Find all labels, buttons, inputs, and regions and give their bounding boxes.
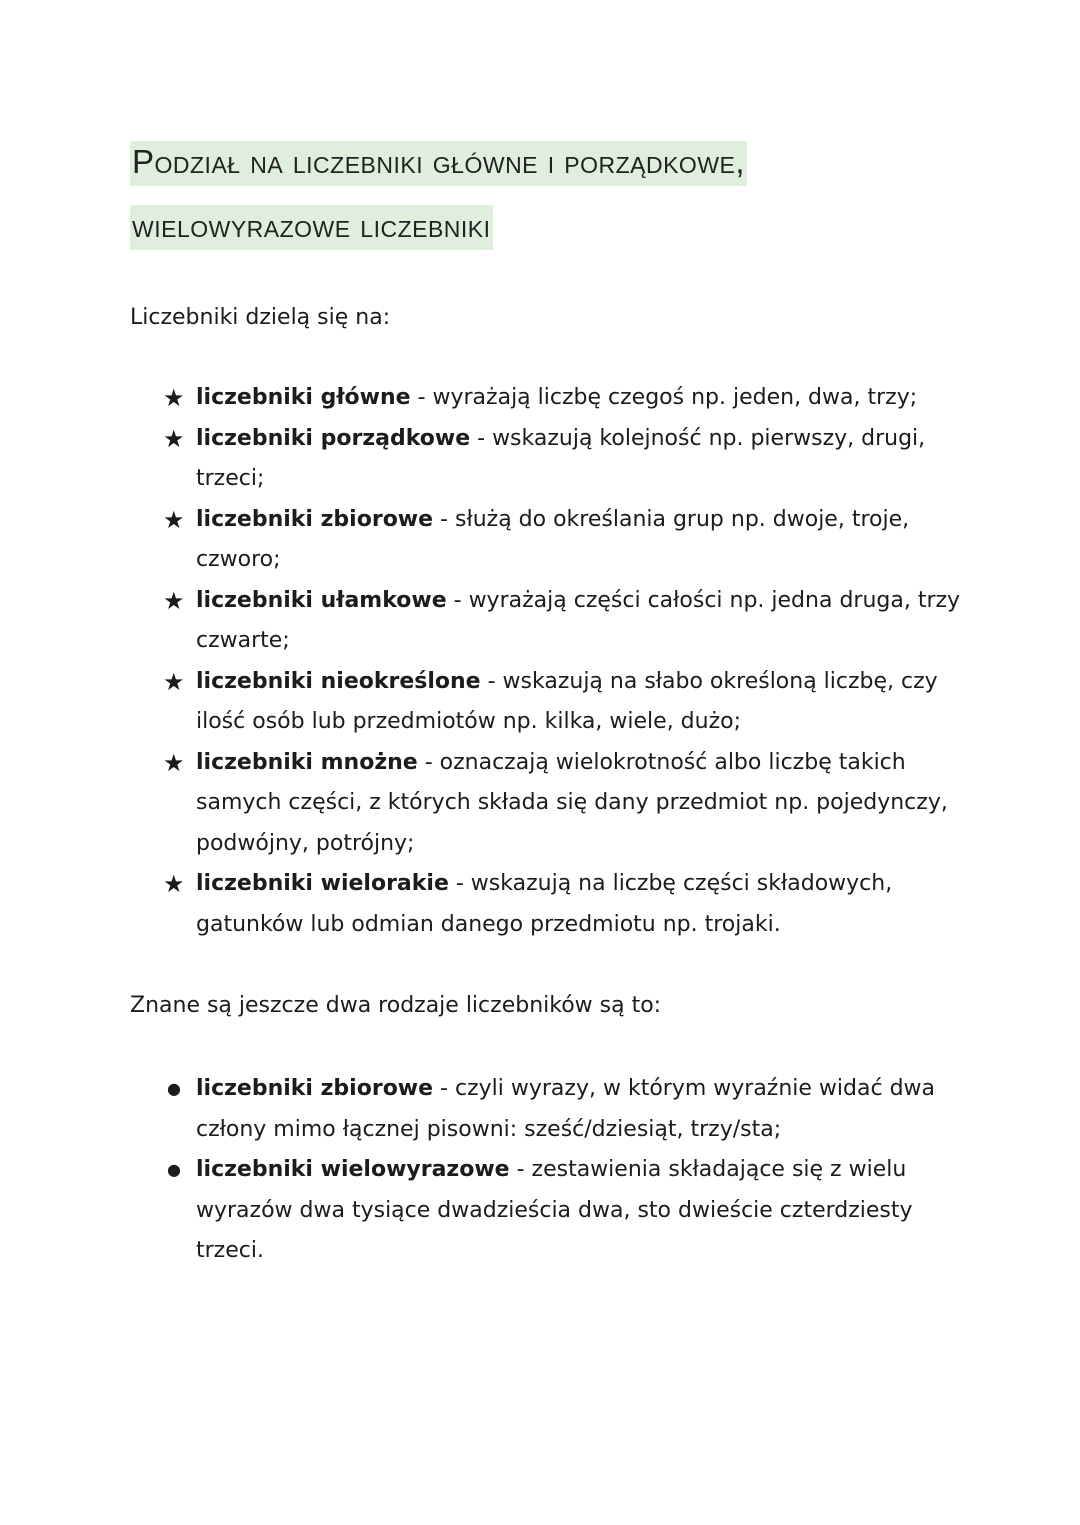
star-icon: ★ (163, 424, 185, 453)
intro-text: Liczebniki dzielą się na: (130, 305, 391, 330)
list-item (163, 864, 963, 945)
term: liczebniki zbiorowe (196, 506, 434, 532)
definition: - wskazują kolejność np. pierwszy, drugi, trzeci; (196, 425, 926, 491)
term: liczebniki zbiorowe (196, 1076, 434, 1101)
list-item (163, 743, 963, 865)
page-title (130, 130, 890, 258)
term: liczebniki wielowyrazowe (196, 1157, 510, 1182)
star-icon: ★ (163, 505, 185, 534)
term: liczebniki wielorakie (196, 871, 449, 896)
definition: - oznaczają wielokrotność albo liczbę takich samych części, z których składa się dany przedmiot np. pojedynczy, podwójny, potrójny; (196, 749, 948, 856)
list-item (163, 378, 963, 419)
term: liczebniki ułamkowe (196, 587, 447, 613)
term: liczebniki mnożne (196, 749, 418, 775)
list-item (163, 500, 963, 581)
term: liczebniki nieokreślone (196, 668, 481, 694)
star-icon: ★ (163, 384, 185, 412)
term: liczebniki główne (196, 385, 411, 410)
definition: - zestawienia składające się z wielu wyrazów dwa tysiące dwadzieścia dwa, sto dwieście czterdziesty trzeci. (196, 1157, 913, 1263)
list-item (163, 662, 963, 743)
list-item (163, 419, 963, 500)
definition: - czyli wyrazy, w którym wyraźnie widać dwa człony mimo łącznej pisowni: sześć/dziesiąt, trzy/sta; (196, 1076, 936, 1142)
star-icon: ★ (163, 586, 185, 615)
definition: - wskazują na liczbę części składowych, gatunków lub odmian danego przedmiotu np. trojaki. (196, 871, 893, 937)
star-list (163, 378, 963, 945)
definition: - wyrażają liczbę czegoś np. jeden, dwa, trzy; (410, 385, 918, 410)
star-icon: ★ (163, 870, 185, 898)
list-item (163, 581, 963, 662)
intro-text-2: Znane są jeszcze dwa rodzaje liczebników są to: (130, 993, 662, 1018)
bullet-icon: ● (167, 1079, 181, 1098)
definition: - wskazują na słabo określoną liczbę, czy ilość osób lub przedmiotów np. kilka, wiele, dużo; (196, 668, 938, 734)
title-highlight: Podział na liczebniki główne i porządkowe, wielowyrazowe liczebniki (130, 141, 747, 250)
bullet-icon: ● (167, 1160, 181, 1179)
star-icon: ★ (163, 748, 185, 777)
list-item (163, 1069, 963, 1150)
list-item (163, 1150, 963, 1272)
dot-list (163, 1069, 963, 1272)
definition: - służą do określania grup np. dwoje, troje, czworo; (196, 506, 910, 572)
term: liczebniki porządkowe (196, 425, 471, 451)
definition: - wyrażają części całości np. jedna druga, trzy czwarte; (196, 587, 961, 653)
star-icon: ★ (163, 667, 185, 696)
